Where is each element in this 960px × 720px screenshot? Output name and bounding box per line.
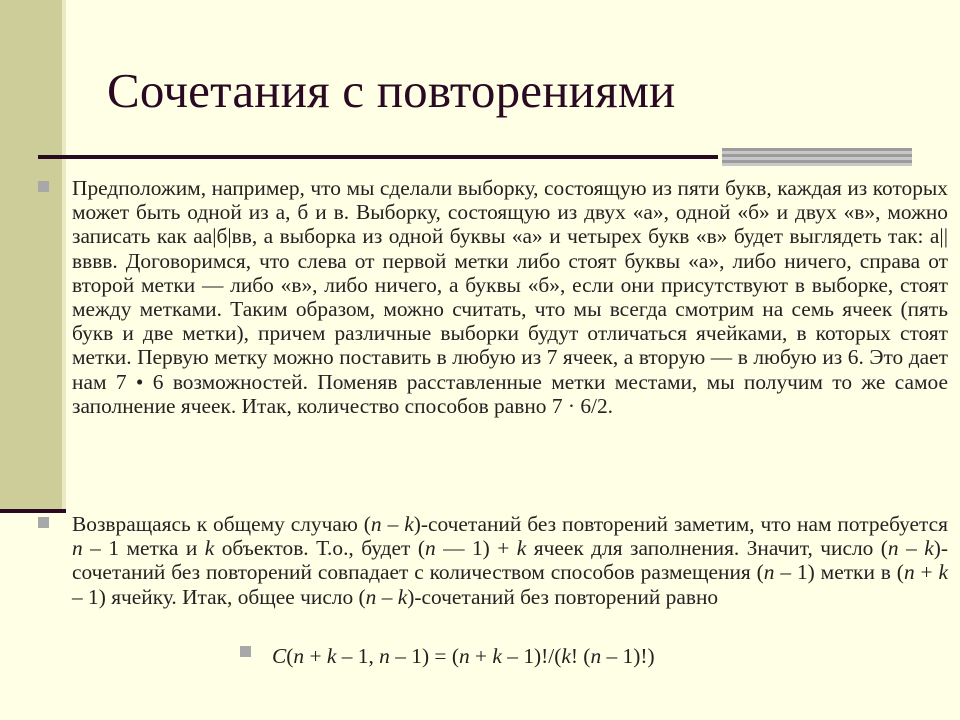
formula-line: C(n + k – 1, n – 1) = (n + k – 1)!/(k! (n – 1)!) xyxy=(272,644,655,668)
paragraph-1: Предположим, например, что мы сделали выборку, состоящую из пяти букв, каждая из которых может быть одной из а, б и в. Выборку, состоящую из двух «а», одной «б» и двух «в», можно записать как аа|б|вв, а выборка из одной буквы «а» и четырех букв «в» будет выглядеть так: а||вввв. Договоримся, что слева от первой метки либо стоят буквы «а», либо ничего, справа от второй метки — либо «в», либо ничего, а буквы «б», если они присутствуют в выборке, стоят между метками. Таким образом, можно считать, что мы всегда смотрим на семь ячеек (пять букв и две метки), причем различные выборки будут отличаться ячейками, в которых стоят метки. Первую метку можно поставить в любую из 7 ячеек, а вторую — в любую из 6. Это дает нам 7 • 6 возможностей. Поменяв расставленные метки местами, мы получим то же самое заполнение ячеек. Итак, количество способов равно 7 · 6/2. xyxy=(72,176,948,418)
sub-bullet-square-icon xyxy=(240,646,251,657)
title-accent-stripes xyxy=(722,148,912,166)
left-decor-bar-bottom-line xyxy=(0,509,66,513)
left-decor-bar xyxy=(0,0,62,513)
paragraph-2: Возвращаясь к общему случаю (n – k)-сочетаний без повторений заметим, что нам потребуется n – 1 метка и k объектов. Т.о., будет (n — 1) + k ячеек для заполнения. Значит, число (n – k)-сочетаний без повторений совпадает с количеством способов размещения (n – 1) метки в (n + k – 1) ячейку. Итак, общее число (n – k)-сочетаний без повторений равно xyxy=(72,512,949,609)
title-underline xyxy=(38,155,718,159)
slide-title: Сочетания с повторениями xyxy=(107,63,676,118)
bullet-square-icon xyxy=(38,517,49,528)
bullet-square-icon xyxy=(38,181,49,192)
left-decor-bar-edge xyxy=(62,0,66,513)
